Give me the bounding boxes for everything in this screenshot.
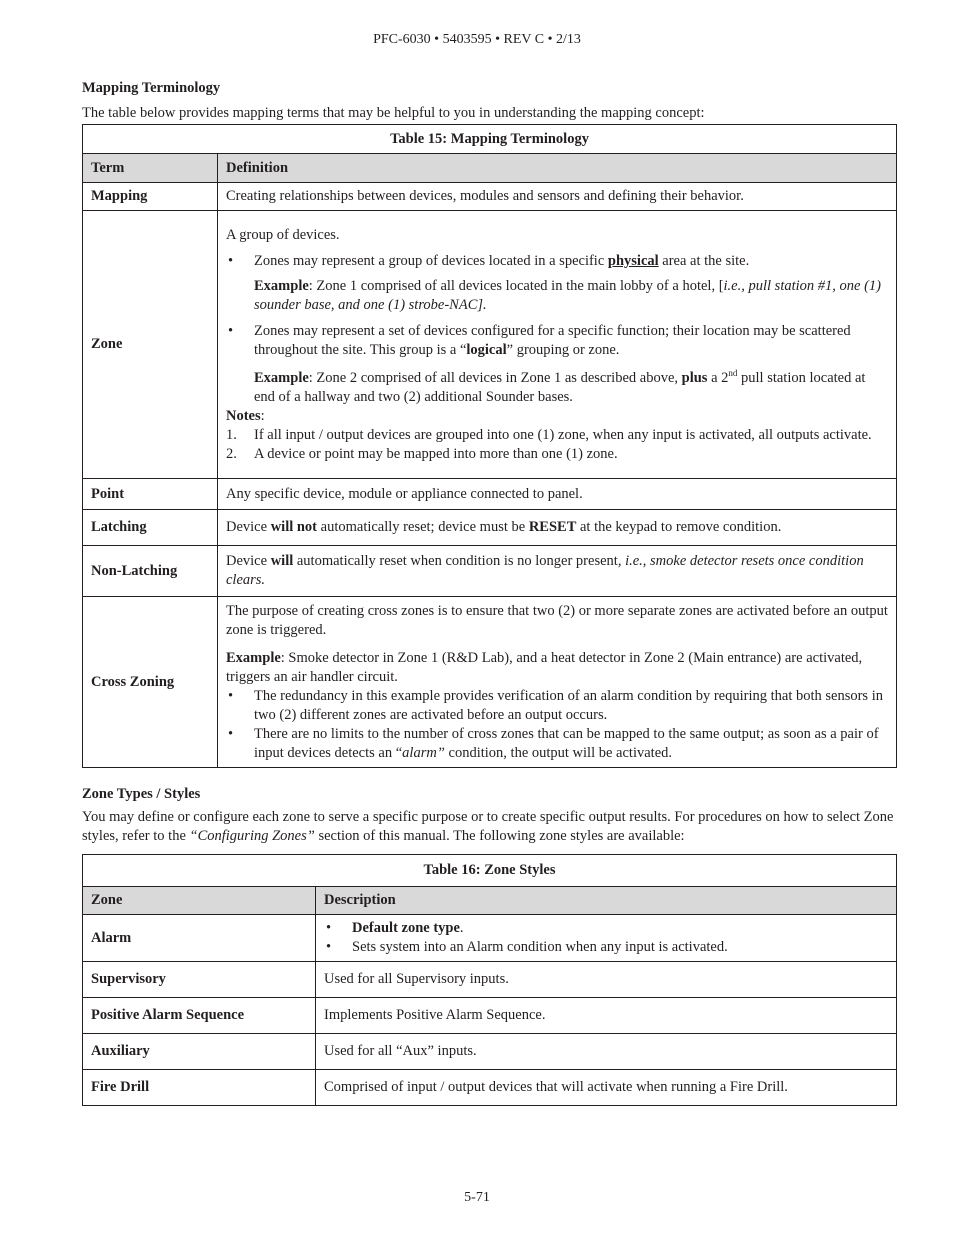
list-item: • Zones may represent a set of devices configured for a specific function; their location may be scattered throughout the site. This group is a “logical” grouping or zone.: [226, 322, 888, 360]
list-item: • Default zone type.: [324, 919, 888, 938]
table-row: [83, 479, 897, 510]
zone-styles-section-title: Zone Types / Styles: [82, 786, 201, 802]
zone-cell: Alarm: [83, 915, 316, 962]
zone-def-line: A group of devices.: [226, 226, 340, 243]
cross-zone-example: Example: Smoke detector in Zone 1 (R&D Lab), and a heat detector in Zone 2 (Main entrance) are activated, triggers an air handler circuit.: [226, 649, 863, 685]
list-item: • Sets system into an Alarm condition when any input is activated.: [324, 938, 888, 957]
table-row: [83, 546, 897, 597]
table-caption: Table 15: Mapping Terminology: [83, 125, 897, 154]
definition-cell: Any specific device, module or appliance connected to panel.: [218, 479, 897, 510]
page-header: PFC-6030 • 5403595 • REV C • 2/13: [373, 32, 581, 47]
definition-cell: [218, 597, 897, 768]
definition-cell: Device will not automatically reset; device must be RESET at the keypad to remove condition.: [218, 510, 897, 546]
zone-cell: Positive Alarm Sequence: [83, 998, 316, 1034]
table-row: [83, 510, 897, 546]
table-row: [83, 183, 897, 211]
column-header-term: Term: [83, 154, 218, 183]
list-item: 2. A device or point may be mapped into more than one (1) zone.: [226, 445, 618, 462]
table-row: [83, 998, 897, 1034]
description-cell: Used for all Supervisory inputs.: [316, 962, 897, 998]
zone-cell: Fire Drill: [83, 1070, 316, 1106]
term-cell: Zone: [83, 211, 218, 479]
term-cell: Latching: [83, 510, 218, 546]
description-cell: Implements Positive Alarm Sequence.: [316, 998, 897, 1034]
term-cell: Mapping: [83, 183, 218, 211]
definition-cell: Device will automatically reset when condition is no longer present, i.e., smoke detector resets once condition clears.: [218, 546, 897, 597]
column-header-definition: Definition: [218, 154, 897, 183]
table-row: [83, 597, 897, 768]
term-cell: Non-Latching: [83, 546, 218, 597]
mapping-terminology-table: [82, 124, 897, 768]
term-cell: Point: [83, 479, 218, 510]
definition-cell: [218, 211, 897, 479]
zone-styles-table: [82, 854, 897, 1106]
term-cell: Cross Zoning: [83, 597, 218, 768]
table-row: [83, 962, 897, 998]
list-item: • Zones may represent a group of devices located in a specific physical area at the site.: [226, 252, 888, 271]
definition-cell: Creating relationships between devices, modules and sensors and defining their behavior.: [218, 183, 897, 211]
table-caption: Table 16: Zone Styles: [83, 855, 897, 887]
table-row: [83, 1034, 897, 1070]
table-row: [83, 1070, 897, 1106]
zone-example-1: Example: Zone 1 comprised of all devices located in the main lobby of a hotel, [i.e., pull station #1, one (1) sounder base, and one (1) strobe-NAC].: [254, 277, 881, 313]
description-cell: [316, 915, 897, 962]
list-item: • The redundancy in this example provides verification of an alarm condition by requiring that both sensors in two (2) different zones are activated before an output occurs.: [226, 687, 888, 725]
zone-cell: Auxiliary: [83, 1034, 316, 1070]
mapping-section-title: Mapping Terminology: [82, 80, 221, 96]
column-header-zone: Zone: [83, 887, 316, 915]
description-cell: Comprised of input / output devices that will activate when running a Fire Drill.: [316, 1070, 897, 1106]
list-item: • There are no limits to the number of cross zones that can be mapped to the same output; as soon as a pair of input devices detects an “alarm” condition, the output will be activated.: [226, 725, 888, 763]
notes-label: Notes:: [226, 407, 265, 424]
zone-styles-intro: You may define or configure each zone to serve a specific purpose or to create specific output results. For procedures on how to select Zone styles, refer to the “Configuring Zones” section of this manual. The following zone styles are available:: [82, 809, 894, 844]
zone-example-2: Example: Zone 2 comprised of all devices in Zone 1 as described above, plus a 2nd pull station located at end of a hallway and two (2) additional Sounder bases.: [254, 367, 866, 405]
cross-zone-purpose: The purpose of creating cross zones is to ensure that two (2) or more separate zones are activated before an output zone is triggered.: [226, 602, 888, 638]
page-number: 5-71: [464, 1190, 490, 1205]
column-header-description: Description: [316, 887, 897, 915]
mapping-intro: The table below provides mapping terms that may be helpful to you in understanding the mapping concept:: [82, 105, 705, 121]
description-cell: Used for all “Aux” inputs.: [316, 1034, 897, 1070]
table-row: [83, 915, 897, 962]
table-row: [83, 211, 897, 479]
list-item: 1. If all input / output devices are grouped into one (1) zone, when any input is activated, all outputs activate.: [226, 426, 872, 443]
zone-cell: Supervisory: [83, 962, 316, 998]
